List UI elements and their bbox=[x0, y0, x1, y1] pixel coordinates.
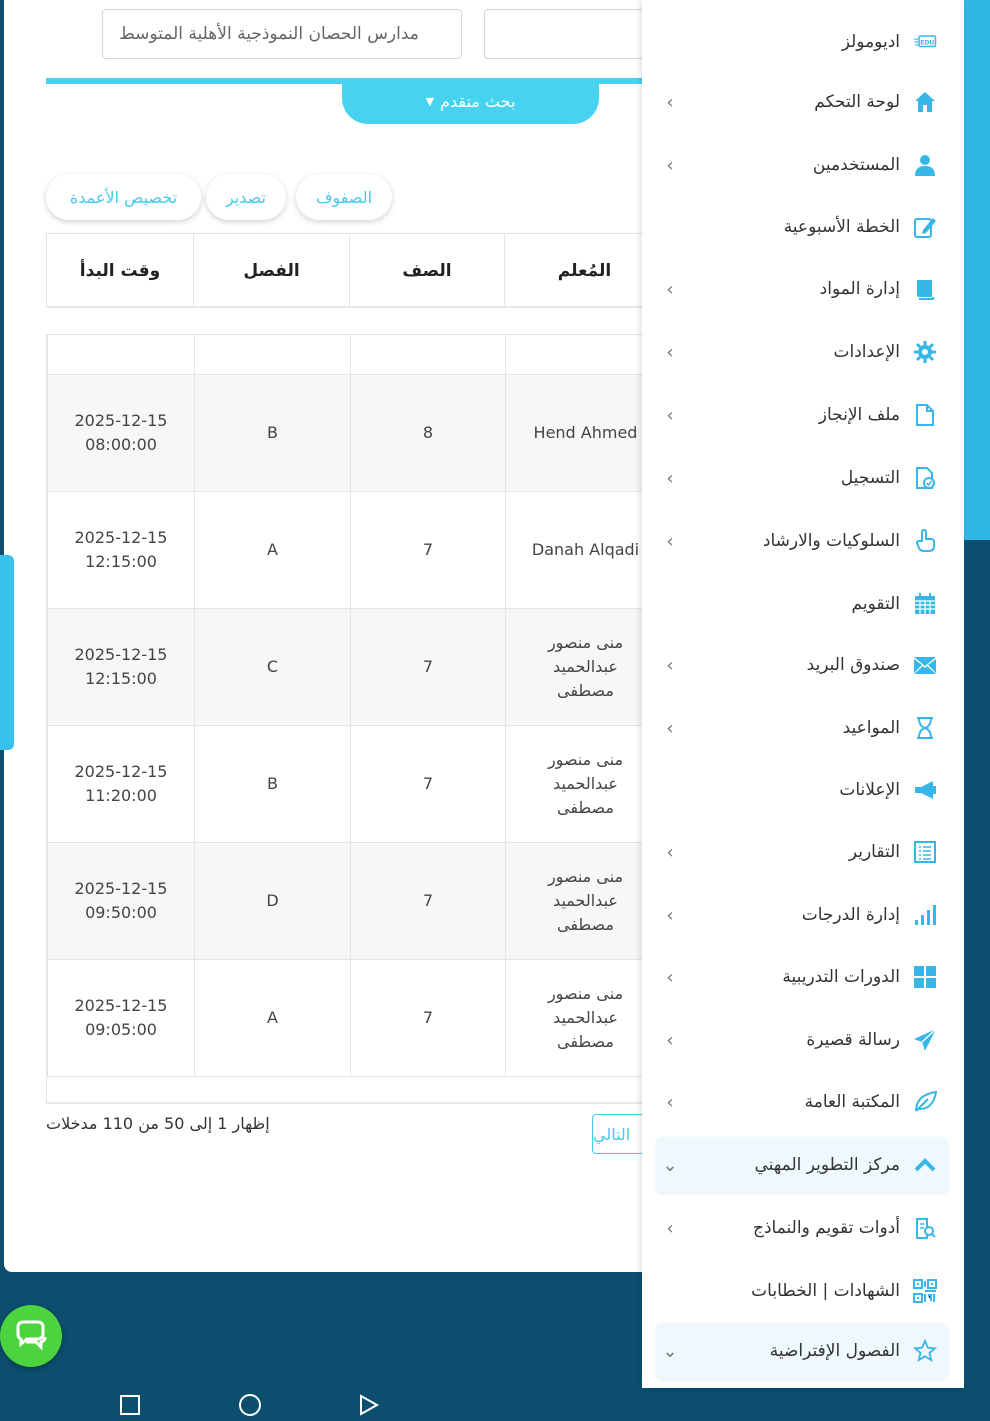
sidebar-item-file[interactable] bbox=[656, 387, 948, 443]
advanced-search-label: بحث متقدم bbox=[440, 91, 516, 111]
cell-text: منى منصور عبدالحميد مصطفى bbox=[547, 867, 624, 934]
cell-text: D bbox=[266, 891, 279, 910]
customize-columns-button[interactable]: تخصيص الأعمدة bbox=[46, 174, 201, 220]
table-cell-teacher bbox=[505, 726, 665, 842]
user-icon bbox=[912, 152, 938, 178]
table-cell-grade bbox=[350, 609, 505, 725]
background-decoration bbox=[960, 540, 990, 1421]
chevron-left-icon[interactable]: ‹ bbox=[666, 904, 674, 926]
table-cell-teacher bbox=[505, 960, 665, 1076]
table-row[interactable] bbox=[47, 609, 704, 726]
cell-text: 7 bbox=[422, 774, 434, 793]
table-row[interactable] bbox=[47, 492, 704, 609]
pagination-info: إظهار 1 إلى 50 من 110 مدخلات bbox=[46, 1114, 270, 1133]
cell-text: 7 bbox=[422, 1008, 434, 1027]
table-cell-start-time bbox=[47, 960, 194, 1076]
cell-text: 7 bbox=[422, 657, 434, 676]
sidebar-item-label: مركز التطوير المهني bbox=[754, 1155, 900, 1175]
table-cell-section bbox=[194, 492, 350, 608]
triangle-icon bbox=[356, 1393, 380, 1417]
cell-text: 2025-12-15 12:15:00 bbox=[74, 645, 168, 688]
table-cell-start-time bbox=[47, 726, 194, 842]
cell-text: 2025-12-15 11:20:00 bbox=[74, 762, 168, 805]
chevron-left-icon[interactable]: ‹ bbox=[666, 404, 674, 426]
home-button[interactable] bbox=[235, 1390, 265, 1420]
sidebar-item-calendar[interactable] bbox=[656, 576, 948, 632]
school-filter-input[interactable] bbox=[102, 9, 462, 59]
sidebar-item-label: التقارير bbox=[848, 842, 900, 862]
chevron-left-icon[interactable]: ‹ bbox=[666, 966, 674, 988]
sidebar-item-leaf[interactable] bbox=[656, 1074, 948, 1130]
square-icon bbox=[119, 1394, 141, 1416]
chevron-left-icon[interactable]: ‹ bbox=[666, 467, 674, 489]
chevron-left-icon[interactable]: ‹ bbox=[666, 91, 674, 113]
leaf-icon bbox=[912, 1089, 938, 1115]
table-body bbox=[46, 334, 704, 1104]
sidebar-item-label: الخطة الأسبوعية bbox=[783, 217, 900, 237]
sidebar-item-clipboard-search[interactable] bbox=[656, 1200, 948, 1256]
sidebar-item-home[interactable] bbox=[656, 74, 948, 130]
cell-text: 7 bbox=[422, 540, 434, 559]
table-cell-grade bbox=[350, 375, 505, 491]
column-header-start-time[interactable]: وقت البدأ bbox=[46, 234, 193, 308]
sidebar-item-label: الفصول الإفتراضية bbox=[769, 1341, 900, 1361]
school-filter-value: مدارس الحصان النموذجية الأهلية المتوسط bbox=[119, 24, 419, 44]
table-row[interactable] bbox=[47, 375, 704, 492]
sidebar-item-label: المواعيد bbox=[842, 718, 900, 738]
system-navigation-bar bbox=[0, 1390, 990, 1421]
svg-text:EDU: EDU bbox=[920, 39, 935, 47]
cell-text: 2025-12-15 12:15:00 bbox=[74, 528, 168, 571]
chevron-left-icon[interactable]: ‹ bbox=[666, 1217, 674, 1239]
table-cell-section bbox=[194, 960, 350, 1076]
sidebar-item-label: السلوكيات والارشاد bbox=[762, 531, 900, 551]
list-icon bbox=[912, 839, 938, 865]
sidebar-item-label: رسالة قصيرة bbox=[806, 1030, 900, 1050]
table-cell-teacher bbox=[505, 492, 665, 608]
calendar-icon bbox=[912, 591, 938, 617]
sidebar-item-label: لوحة التحكم bbox=[814, 92, 900, 112]
cell-text: 2025-12-15 09:05:00 bbox=[74, 996, 168, 1039]
sidebar-item-hourglass[interactable] bbox=[656, 700, 948, 756]
table-cell-section bbox=[194, 609, 350, 725]
sidebar-item-user[interactable] bbox=[656, 137, 948, 193]
table-cell-section bbox=[194, 843, 350, 959]
sidebar-item-label: التسجيل bbox=[840, 468, 900, 488]
sidebar-item-grid[interactable] bbox=[656, 949, 948, 1005]
gear-icon bbox=[912, 339, 938, 365]
table-cell-start-time bbox=[47, 375, 194, 491]
cell-text: 7 bbox=[422, 891, 434, 910]
sidebar-item-label: إدارة المواد bbox=[819, 279, 900, 299]
chevron-left-icon[interactable]: ‹ bbox=[666, 654, 674, 676]
chevron-left-icon[interactable]: ‹ bbox=[666, 341, 674, 363]
back-button[interactable] bbox=[353, 1390, 383, 1420]
table-cell-section bbox=[194, 375, 350, 491]
star-icon bbox=[912, 1338, 938, 1364]
cell-text: 2025-12-15 09:50:00 bbox=[74, 879, 168, 922]
sidebar-item-label: الإعدادات bbox=[833, 342, 900, 362]
registration-icon bbox=[912, 465, 938, 491]
table-cell bbox=[47, 335, 194, 374]
chevron-left-icon[interactable]: ‹ bbox=[666, 278, 674, 300]
cell-text: C bbox=[266, 657, 279, 676]
sidebar-item-chevron-up[interactable] bbox=[656, 1137, 948, 1193]
table-cell-teacher bbox=[505, 609, 665, 725]
cell-text: Danah Alqadi bbox=[531, 540, 640, 559]
table-cell-teacher bbox=[505, 375, 665, 491]
side-tab-handle[interactable] bbox=[0, 555, 14, 750]
bar-chart-icon bbox=[912, 902, 938, 928]
table-cell bbox=[505, 335, 665, 374]
recent-apps-button[interactable] bbox=[115, 1390, 145, 1420]
table-cell-teacher bbox=[505, 843, 665, 959]
circle-icon bbox=[237, 1392, 263, 1418]
file-icon bbox=[912, 402, 938, 428]
sidebar-item-edu-logo[interactable] bbox=[656, 14, 948, 70]
cell-text: Hend Ahmed bbox=[533, 423, 638, 442]
sidebar-item-paper-plane[interactable] bbox=[656, 1012, 948, 1068]
sidebar-item-star[interactable] bbox=[656, 1323, 948, 1379]
sidebar-item-envelope[interactable] bbox=[656, 637, 948, 693]
paper-plane-icon bbox=[912, 1027, 938, 1053]
sidebar-item-label: اديومولز bbox=[841, 32, 900, 52]
table-cell-section bbox=[194, 726, 350, 842]
hourglass-icon bbox=[912, 715, 938, 741]
sidebar-item-qr-code[interactable] bbox=[656, 1263, 948, 1319]
chat-button[interactable] bbox=[0, 1305, 62, 1367]
cell-text: A bbox=[267, 540, 278, 559]
sidebar-item-bar-chart[interactable] bbox=[656, 887, 948, 943]
advanced-search-toggle[interactable] bbox=[342, 78, 599, 124]
next-page-button[interactable]: التالي bbox=[592, 1114, 672, 1154]
cell-text: منى منصور عبدالحميد مصطفى bbox=[547, 750, 624, 817]
grid-icon bbox=[912, 964, 938, 990]
table-cell bbox=[350, 335, 505, 374]
edit-icon bbox=[912, 214, 938, 240]
column-header-grade[interactable]: الصف bbox=[349, 234, 504, 308]
cell-text: B bbox=[267, 774, 278, 793]
envelope-icon bbox=[912, 652, 938, 678]
sidebar-item-edit[interactable] bbox=[656, 199, 948, 255]
sidebar-item-label: المستخدمين bbox=[812, 155, 900, 175]
rows-button[interactable]: الصفوف bbox=[296, 174, 392, 220]
chevron-left-icon[interactable]: ‹ bbox=[666, 1029, 674, 1051]
clipboard-search-icon bbox=[912, 1215, 938, 1241]
sidebar-item-label: إدارة الدرجات bbox=[801, 905, 900, 925]
main-content bbox=[4, 0, 704, 1272]
table-cell-grade bbox=[350, 726, 505, 842]
table-cell-start-time bbox=[47, 843, 194, 959]
edu-logo-icon bbox=[912, 29, 938, 55]
sidebar bbox=[642, 0, 964, 1388]
chevron-down-icon[interactable]: ⌄ bbox=[662, 1340, 678, 1362]
chevron-up-icon bbox=[912, 1152, 938, 1178]
sidebar-item-label: الإعلانات bbox=[839, 780, 900, 800]
table-row-empty bbox=[47, 335, 704, 375]
table-header bbox=[46, 234, 704, 308]
book-icon bbox=[912, 276, 938, 302]
cell-text: B bbox=[267, 423, 278, 442]
table-cell-start-time bbox=[47, 609, 194, 725]
cell-text: 8 bbox=[422, 423, 434, 442]
sidebar-item-label: الدورات التدريبية bbox=[782, 967, 900, 987]
chevron-down-icon[interactable]: ⌄ bbox=[662, 1154, 678, 1176]
chevron-left-icon[interactable]: ‹ bbox=[666, 717, 674, 739]
sidebar-item-label: صندوق البريد bbox=[806, 655, 900, 675]
sidebar-item-list[interactable] bbox=[656, 824, 948, 880]
chevron-left-icon[interactable]: ‹ bbox=[666, 530, 674, 552]
chevron-left-icon[interactable]: ‹ bbox=[666, 154, 674, 176]
cell-text: A bbox=[267, 1008, 278, 1027]
sidebar-item-label: الشهادات | الخطابات bbox=[751, 1281, 900, 1301]
sidebar-item-label: أدوات تقويم والنماذج bbox=[753, 1218, 900, 1238]
table-row[interactable] bbox=[47, 960, 704, 1077]
sidebar-item-hand-pointer[interactable] bbox=[656, 513, 948, 569]
sidebar-item-label: المكتبة العامة bbox=[804, 1092, 900, 1112]
sidebar-item-gear[interactable] bbox=[656, 324, 948, 380]
sidebar-item-label: ملف الإنجاز bbox=[818, 405, 900, 425]
table-cell-grade bbox=[350, 843, 505, 959]
column-header-teacher[interactable]: المُعلم bbox=[504, 234, 664, 308]
column-header-section[interactable]: الفصل bbox=[193, 234, 349, 308]
megaphone-icon bbox=[912, 777, 938, 803]
caret-down-icon: ▼ bbox=[425, 94, 435, 108]
table-cell-start-time bbox=[47, 492, 194, 608]
chevron-left-icon[interactable]: ‹ bbox=[666, 1091, 674, 1113]
sidebar-item-registration[interactable] bbox=[656, 450, 948, 506]
chat-icon bbox=[13, 1318, 49, 1354]
cell-text: منى منصور عبدالحميد مصطفى bbox=[547, 984, 624, 1051]
table-row[interactable] bbox=[47, 843, 704, 960]
home-icon bbox=[912, 89, 938, 115]
hand-pointer-icon bbox=[912, 528, 938, 554]
table-cell-grade bbox=[350, 960, 505, 1076]
qr-code-icon bbox=[912, 1278, 938, 1304]
sidebar-item-megaphone[interactable] bbox=[656, 762, 948, 818]
table-row[interactable] bbox=[47, 726, 704, 843]
sidebar-item-label: التقويم bbox=[851, 594, 900, 614]
cell-text: 2025-12-15 08:00:00 bbox=[74, 411, 168, 454]
table-cell bbox=[194, 335, 350, 374]
export-button[interactable]: تصدير bbox=[206, 174, 286, 220]
chevron-left-icon[interactable]: ‹ bbox=[666, 841, 674, 863]
table-cell-grade bbox=[350, 492, 505, 608]
cell-text: منى منصور عبدالحميد مصطفى bbox=[547, 633, 624, 700]
sidebar-item-book[interactable] bbox=[656, 261, 948, 317]
